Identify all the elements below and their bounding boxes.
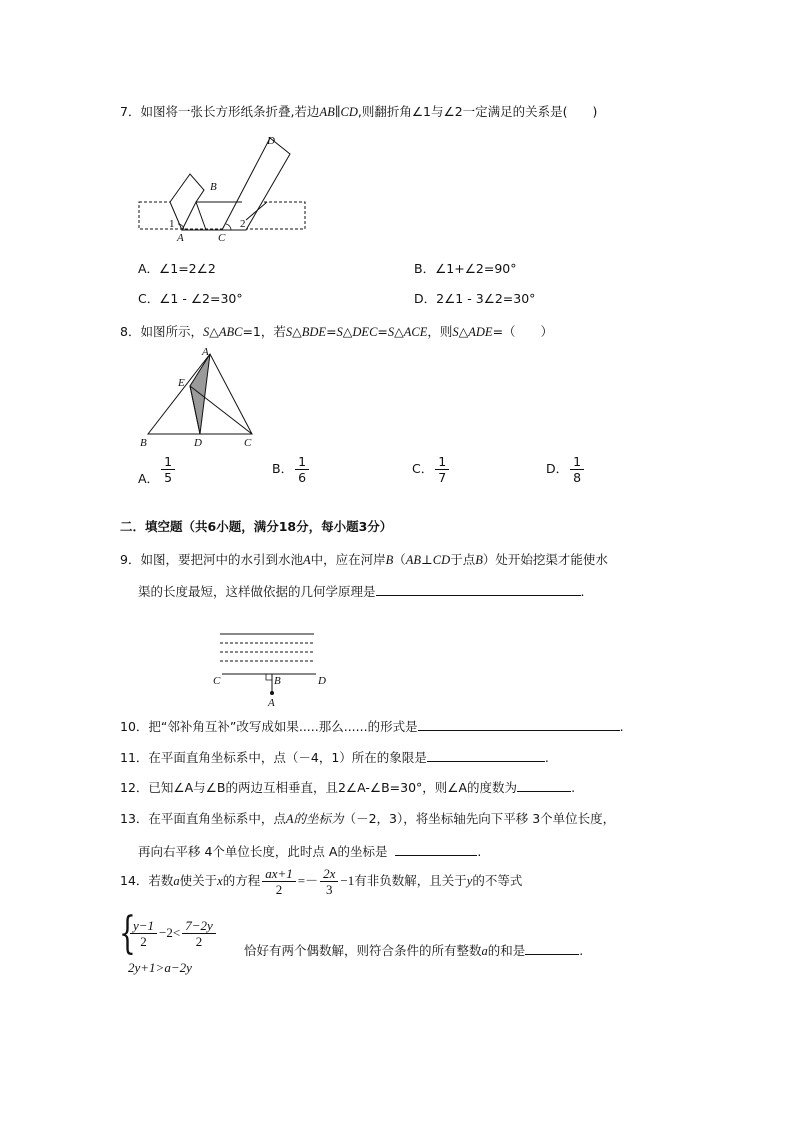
q14-system-brace: { [119,908,136,959]
q14-fraction-1: $\frac{ax+1}{2}$ [262,866,296,897]
q14-system-row2: 2y+1>a−2y [128,960,192,975]
q9-label-b: B [274,675,281,687]
q8-option-c: C． $\frac{1}{7}$ [412,454,451,485]
q9-line1: 9．如图，要把河中的水引到水池A中，应在河岸B（AB⊥CD于点B）处开始挖渠才能使水 [120,552,608,567]
q7-label-c: C [218,232,226,244]
q8-figure [136,344,260,450]
q9-label-c: C [213,675,221,687]
q7-option-a: A．∠1=2∠2 [138,261,216,276]
q8-option-b: B． $\frac{1}{6}$ [272,454,311,485]
q7-option-d: D．2∠1 - 3∠2=30° [414,291,536,306]
q7-label-d: D [267,135,275,147]
q14-fraction-2: $\frac{2x}{3}$ [320,866,338,897]
q14-answer-blank[interactable] [525,942,579,955]
q8-label-c: C [244,437,252,449]
q10-answer-blank[interactable] [418,718,620,731]
q10: 10．把“邻补角互补”改写成如果.....那么......的形式是 . [120,719,624,734]
q9-answer-blank[interactable] [376,583,581,596]
q8-option-d: D． $\frac{1}{8}$ [546,454,586,485]
q7-figure [130,130,320,248]
q11-answer-blank[interactable] [427,749,545,762]
q7-label-a: A [177,232,184,244]
q7-label-1: 1 [169,218,175,230]
q14-line1: 14．若数a使关于x的方程 $\frac{ax+1}{2}$ =－ $\frac{2x}{3}$ −1有非负数解，且关于y的不等式 [120,866,523,897]
q8-option-a: A． $\frac{1}{5}$ [138,454,177,487]
q7-stem: 7．如图将一张长方形纸条折叠,若边AB∥CD,则翻折角∠1与∠2一定满足的关系是( ) [120,104,598,119]
q13-line1: 13．在平面直角坐标系中，点A的坐标为（－2，3），将坐标轴先向下平移 3个单位长度， [120,811,616,826]
q12: 12．已知∠A与∠B的两边互相垂直，且2∠A-∠B=30°，则∠A的度数为 . [120,780,576,795]
q7-option-c: C．∠1 - ∠2=30° [138,291,243,306]
q13-line2: 再向右平移 4个单位长度，此时点 A的坐标是 . [138,844,482,859]
q8-label-a: A [202,346,209,358]
q9-figure [208,626,336,710]
q9-label-d: D [318,675,326,687]
q9-label-a: A [268,697,275,709]
q8-label-e: E [178,377,185,389]
q14-system-row1: $\frac{y-1}{2}$ −2< $\frac{7-2y}{2}$ [128,918,218,949]
q8-label-d: D [194,437,202,449]
q12-answer-blank[interactable] [517,779,571,792]
q9-line2: 渠的长度最短，这样做依据的几何学原理是 . [138,584,585,599]
q7-label-b: B [210,181,217,193]
q11: 11．在平面直角坐标系中，点（－4，1）所在的象限是 . [120,750,549,765]
q13-answer-blank[interactable] [395,843,477,856]
q7-option-b: B．∠1+∠2=90° [414,261,517,276]
q8-stem: 8．如图所示，S△ABC=1，若S△BDE=S△DEC=S△ACE，则S△ADE=（ ） [120,324,554,339]
q7-label-2: 2 [240,218,246,230]
section-heading: 二．填空题（共6小题，满分18分，每小题3分） [120,519,393,534]
q8-label-b: B [140,437,147,449]
q14-line2: 恰好有两个偶数解，则符合条件的所有整数a的和是 . [244,943,584,958]
